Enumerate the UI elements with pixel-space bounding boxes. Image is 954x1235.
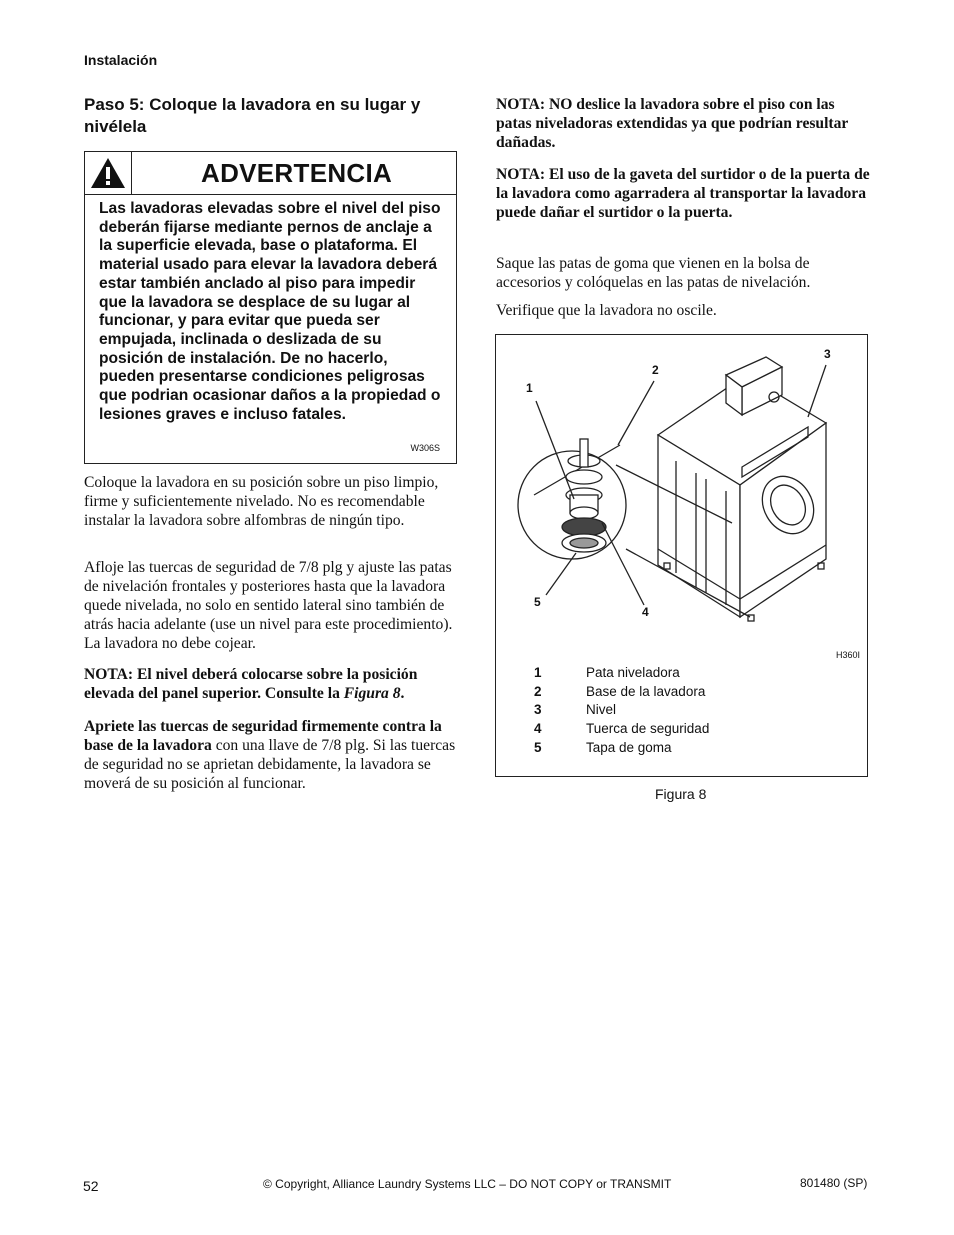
copyright-notice: © Copyright, Alliance Laundry Systems LLC – DO NOT COPY or TRANSMIT	[263, 1177, 672, 1191]
warning-code: W306S	[410, 443, 440, 453]
tighten-bold-text: Apriete las tuercas de seguridad firmemente contra la base de la lavadora	[84, 718, 442, 754]
legend-number: 1	[534, 665, 542, 680]
callout-4: 4	[642, 605, 649, 619]
note-level-text: NOTA: El nivel deberá colocarse sobre la posición elevada del panel superior. Consulte la	[84, 666, 418, 702]
washer-drawing	[658, 335, 826, 621]
callout-2: 2	[652, 363, 659, 377]
warning-header	[85, 152, 456, 195]
note-do-not-slide: NOTA: NO deslice la lavadora sobre el piso con las patas niveladoras extendidas ya que podrían resultar dañadas.	[496, 96, 849, 151]
paragraph-rubber-feet: Saque las patas de goma que vienen en la bolsa de accesorios y colóquelas en las patas de nivelación.	[496, 255, 811, 291]
section-header: Instalación	[84, 52, 158, 68]
figure-code: H360I	[836, 650, 861, 660]
legend-label: Pata niveladora	[586, 665, 680, 680]
legend-label: Tuerca de seguridad	[586, 721, 710, 737]
note-dispenser-door: NOTA: El uso de la gaveta del surtidor o de la puerta de la lavadora como agarradera al transportar la lavadora puede dañar el surtidor o la puerta.	[496, 166, 870, 221]
washer-leveling-illustration	[496, 335, 867, 645]
tighten-rest-text: con una llave de 7/8 plg. Si las tuercas de seguridad no se aprietan debidamente, la lavadora se moverá de su posición al funcionar.	[84, 737, 456, 792]
warning-triangle-icon	[85, 152, 132, 194]
page-number: 52	[83, 1178, 99, 1194]
legend-label: Tapa de goma	[586, 739, 672, 755]
legend-number: 2	[534, 683, 542, 699]
warning-title: ADVERTENCIA	[201, 158, 393, 188]
legend-row	[534, 665, 709, 684]
legend-label: Nivel	[586, 702, 617, 718]
paragraph-placement: Coloque la lavadora en su posición sobre un piso limpio, firme y suficientemente nivelado. No es recomendable instalar la lavadora sobre alfombras de ningún tipo.	[84, 474, 439, 529]
legend-number: 4	[534, 721, 542, 737]
figure-legend	[534, 665, 709, 758]
callout-3: 3	[824, 347, 831, 361]
figure-caption: Figura 8	[655, 786, 707, 802]
legend-label: Base de la lavadora	[586, 683, 706, 699]
warning-text: Las lavadoras elevadas sobre el nivel del piso deberán fijarse mediante pernos de anclaje a la superficie elevada, base o plataforma. El material usado para elevar la lavadora deberá estar también anclado al piso para impedir que la lavadora se desplace de su lugar al funcionar, y para evitar que pueda ser empujada, inclinada o deslizada de su posición de instalación. De no hacerlo, pueden presentarse condiciones peligrosas que podrian ocasionar daños a la propiedad o lesiones graves e incluso fatales.	[99, 200, 441, 423]
figure-reference-link: Figura 8	[343, 685, 401, 702]
paragraph-leveling: Afloje las tuercas de seguridad de 7/8 plg y ajuste las patas de nivelación frontales y posteriores hasta que la lavadora quede nivelada, no solo en sentido lateral sino también de atrás hacia adelante (use un nivel para este procedimiento). La lavadora no debe cojear.	[84, 559, 453, 652]
legend-row	[534, 702, 709, 721]
legend-row	[534, 721, 709, 740]
figure-8	[495, 334, 868, 777]
step-heading: Paso 5: Coloque la lavadora en su lugar y nivélela	[84, 95, 421, 136]
note-level-end: .	[400, 685, 405, 702]
legend-number: 5	[534, 739, 542, 755]
warning-box	[84, 151, 457, 464]
callout-5: 5	[534, 595, 541, 609]
legend-row	[534, 684, 709, 703]
note-level-position	[84, 665, 459, 703]
legend-row	[534, 740, 709, 759]
document-number: 801480 (SP)	[800, 1176, 868, 1190]
paragraph-verify-wobble: Verifique que la lavadora no oscile.	[496, 302, 717, 319]
legend-number: 3	[534, 702, 542, 718]
callout-1: 1	[526, 381, 533, 395]
paragraph-tighten-nuts	[84, 717, 459, 793]
